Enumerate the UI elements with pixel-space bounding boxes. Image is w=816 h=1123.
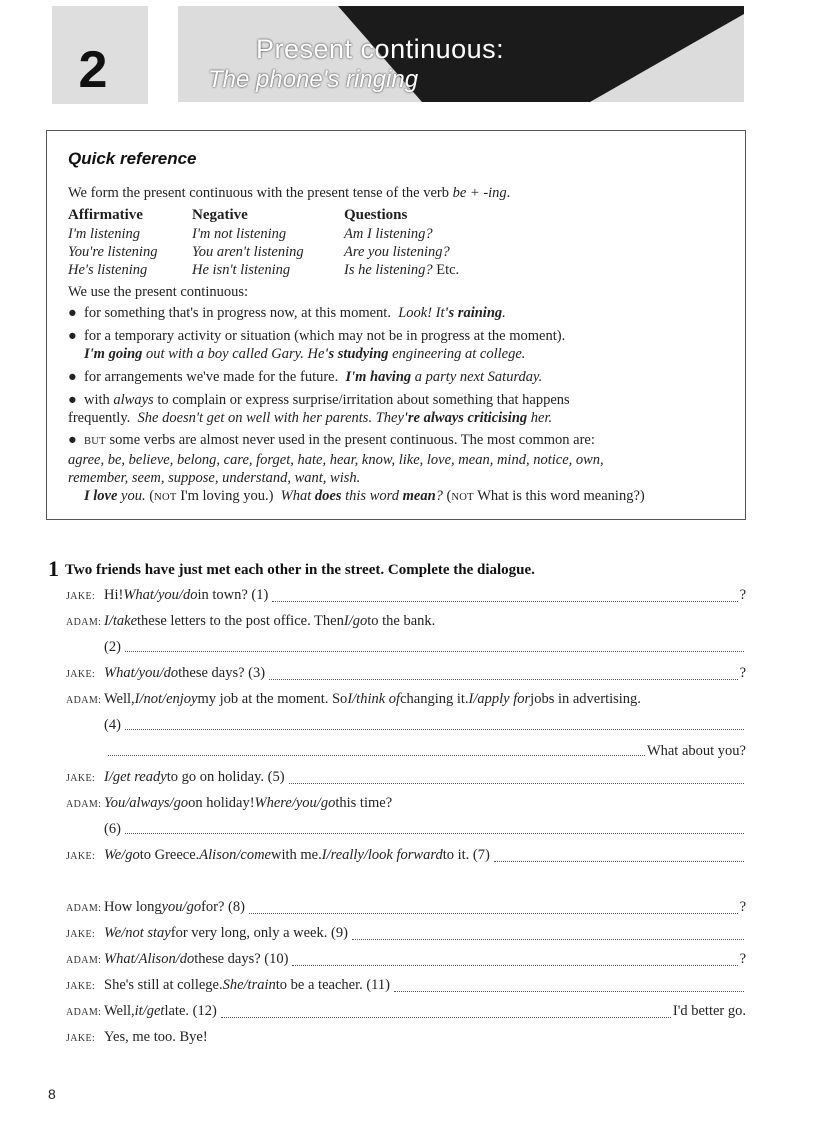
answer-blank-11[interactable] (392, 976, 744, 996)
dialogue-line-6-cont: (6) (104, 820, 746, 838)
dialogue-line-2: ADAM: I/take these letters to the post office. Then I/go to the bank. (66, 613, 436, 629)
bullet-icon: ● (68, 369, 77, 385)
unit-title-line2: The phone's ringing (208, 66, 419, 93)
answer-blank-12[interactable] (219, 1002, 671, 1022)
qr-bullet-3: ● for arrangements we've made for the future. I'm having a party next Saturday. (68, 369, 543, 385)
dialogue-line-4: ADAM: Well, I/not/enjoy my job at the moment. So I/think of changing it. I/apply for jobs in advertising. (66, 691, 641, 707)
quick-reference-heading: Quick reference (68, 149, 197, 168)
dialogue-line-8: ADAM: How long you/go for? (8) ? (66, 898, 746, 918)
dialogue-line-5: JAKE: I/get ready to go on holiday. (5) (66, 768, 746, 788)
unit-title-line1: Present continuous: (256, 34, 505, 64)
unit-number: 2 (78, 41, 108, 99)
answer-blank-2[interactable] (123, 638, 744, 656)
qr-bullet-1: ● for something that's in progress now, at this moment. Look! It's raining. (68, 305, 506, 321)
bullet-icon: ● (68, 392, 77, 408)
answer-blank-4[interactable] (123, 716, 744, 734)
dialogue-line-11: JAKE: She's still at college. She/train to be a teacher. (11) (66, 976, 746, 996)
exercise-title: 1 Two friends have just met each other in the street. Complete the dialogue. (48, 556, 535, 581)
dialogue-line-4-cont2: What about you? (104, 742, 746, 760)
dialogue-line-13: JAKE: Yes, me too. Bye! (66, 1029, 208, 1045)
qr-column-affirmative: Affirmative I'm listening You're listening He's listening (68, 207, 158, 278)
bullet-icon: ● (68, 432, 77, 448)
dialogue-line-6: ADAM: You/always/go on holiday! Where/you/go this time? (66, 795, 393, 811)
dialogue-line-7: JAKE: We/go to Greece. Alison/come with me. I/really/look forward to it. (7) (66, 846, 746, 866)
answer-blank-9[interactable] (350, 924, 744, 944)
answer-blank-6[interactable] (123, 820, 744, 838)
unit-title-band (178, 6, 744, 102)
dialogue-line-9: JAKE: We/not stay for very long, only a week. (9) (66, 924, 746, 944)
answer-blank-1[interactable] (270, 586, 737, 606)
answer-blank-8[interactable] (247, 898, 738, 918)
qr-intro: We form the present continuous with the present tense of the verb be + -ing. (68, 185, 511, 201)
qr-bullet-2: ● for a temporary activity or situation (which may not be in progress at the moment). I'm going out with a boy called Gary. He's studying engineering at college. (68, 328, 566, 362)
page-number: 8 (48, 1086, 56, 1102)
dialogue-line-10: ADAM: What/Alison/do these days? (10) ? (66, 950, 746, 970)
dialogue-line-4-cont: (4) (104, 716, 746, 734)
answer-blank-10[interactable] (290, 950, 737, 970)
unit-header (0, 0, 816, 112)
dialogue-line-1: JAKE: Hi! What/you/do in town? (1) ? (66, 586, 746, 606)
answer-blank-4b[interactable] (106, 742, 645, 760)
answer-blank-3[interactable] (267, 664, 737, 684)
qr-bullet-5: ● BUT some verbs are almost never used in the present continuous. The most common are: agree, be, believe, belong, care, forget, hate, hear, know, like, love, mean, mind, notice, own, remember, seem, suppose, understand, want, wish. I love you. (NOT I'm loving you.) What does this word mean? (NOT What is this word meaning?) (68, 432, 645, 504)
answer-blank-7[interactable] (492, 846, 744, 866)
qr-column-negative: Negative I'm not listening You aren't listening He isn't listening (192, 207, 304, 278)
bullet-icon: ● (68, 305, 77, 321)
dialogue-line-12: ADAM: Well, it/get late. (12) I'd better go. (66, 1002, 746, 1022)
dialogue-line-2-cont: (2) (104, 638, 746, 656)
answer-blank-5[interactable] (287, 768, 744, 788)
qr-column-questions: Questions Am I listening? Are you listening? Is he listening? Etc. (344, 207, 460, 278)
bullet-icon: ● (68, 328, 77, 344)
dialogue-line-3: JAKE: What/you/do these days? (3) ? (66, 664, 746, 684)
qr-bullet-4: ● with always to complain or express surprise/irritation about something that happens frequently. She doesn't get on well with her parents. They're always criticising her. (68, 392, 570, 426)
qr-use-intro: We use the present continuous: (68, 284, 249, 300)
